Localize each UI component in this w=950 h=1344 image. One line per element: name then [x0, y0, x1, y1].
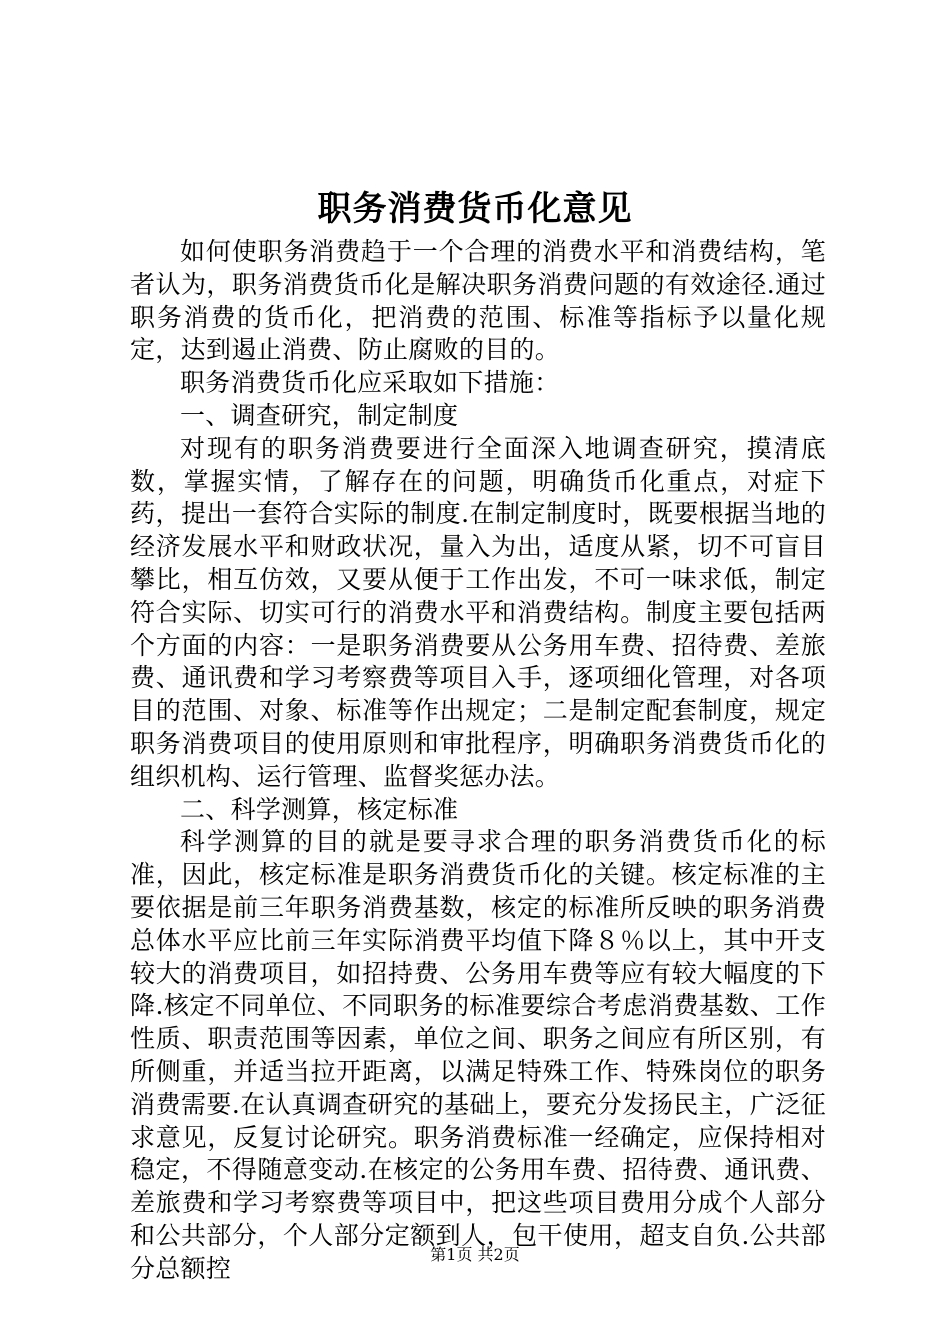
paragraph-intro: 如何使职务消费趋于一个合理的消费水平和消费结构，笔者认为，职务消费货币化是解决职务消费问题的有效途径.通过职务消费的货币化，把消费的范围、标准等指标予以量化规定，达到遏止消费、防止腐败的目的。 [130, 237, 826, 365]
document-body [130, 236, 826, 1286]
document-title: 职务消费货币化意见 [317, 189, 633, 229]
paragraph-section-1: 对现有的职务消费要进行全面深入地调查研究，摸清底数，掌握实情，了解存在的问题，明确货币化重点，对症下药，提出一套符合实际的制度.在制定制度时，既要根据当地的经济发展水平和财政状况，量入为出，适度从紧，切不可盲目攀比，相互仿效，又要从便于工作出发，不可一味求低，制定符合实际、切实可行的消费水平和消费结构。制度主要包括两个方面的内容：一是职务消费要从公务用车费、招待费、差旅费、通讯费和学习考察费等项目入手，逐项细化管理，对各项目的范围、对象、标准等作出规定；二是制定配套制度，规定职务消费项目的使用原则和审批程序，明确职务消费货币化的组织机构、运行管理、监督奖惩办法。 [130, 433, 826, 791]
section-heading-1: 一、调查研究，制定制度 [180, 400, 459, 430]
page-footer: 第1页 共2页 [430, 1245, 520, 1264]
paragraph-measures-lead: 职务消费货币化应采取如下措施： [180, 368, 560, 398]
section-heading-2: 二、科学测算，核定标准 [180, 794, 459, 824]
paragraph-section-2: 科学测算的目的就是要寻求合理的职务消费货币化的标准，因此，核定标准是职务消费货币化的关键。核定标准的主要依据是前三年职务消费基数，核定的标准所反映的职务消费总体水平应比前三年实际消费平均值下降８％以上，其中开支较大的消费项目，如招持费、公务用车费等应有较大幅度的下降.核定不同单位、不同职务的标准要综合考虑消费基数、工作性质、职责范围等因素，单位之间、职务之间应有所区别，有所侧重，并适当拉开距离，以满足特殊工作、特殊岗位的职务消费需要.在认真调查研究的基础上，要充分发扬民主，广泛征求意见，反复讨论研究。职务消费标准一经确定，应保持相对稳定，不得随意变动.在核定的公务用车费、招待费、通讯费、差旅费和学习考察费等项目中，把这些项目费用分成个人部分和公共部分，个人部分定额到人，包干使用，超支自负.公共部分总额控 [130, 827, 826, 1283]
